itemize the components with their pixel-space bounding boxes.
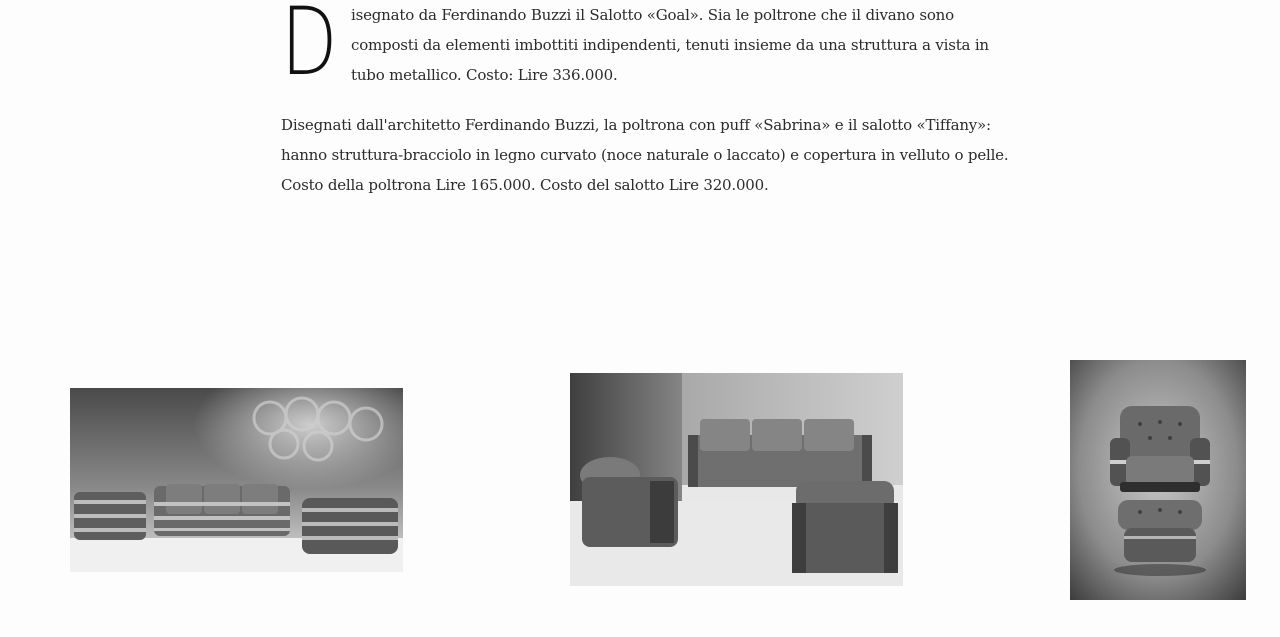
drop-cap-letter: D — [281, 0, 338, 97]
intro-line-1: isegnato da Ferdinando Buzzi il Salotto «Goal». Sia le poltrone che il divano sono — [351, 6, 954, 24]
tiffany-sofa-set-photo — [570, 373, 903, 586]
second-line-1: Disegnati dall'architetto Ferdinando Buzzi, la poltrona con puff «Sabrina» e il salotto «Tiffany»: — [281, 116, 991, 134]
second-line-3: Costo della poltrona Lire 165.000. Costo del salotto Lire 320.000. — [281, 176, 769, 194]
intro-line-3: tubo metallico. Costo: Lire 336.000. — [351, 66, 618, 84]
intro-line-2: composti da elementi imbottiti indipendenti, tenuti insieme da una struttura a vista in — [351, 36, 989, 54]
second-paragraph — [281, 110, 1061, 200]
intro-paragraph-text — [351, 0, 1031, 90]
goal-sofa-set-photo — [70, 388, 403, 572]
second-line-2: hanno struttura-bracciolo in legno curvato (noce naturale o laccato) e copertura in velluto o pelle. — [281, 146, 1009, 164]
sabrina-armchair-photo — [1070, 360, 1246, 600]
